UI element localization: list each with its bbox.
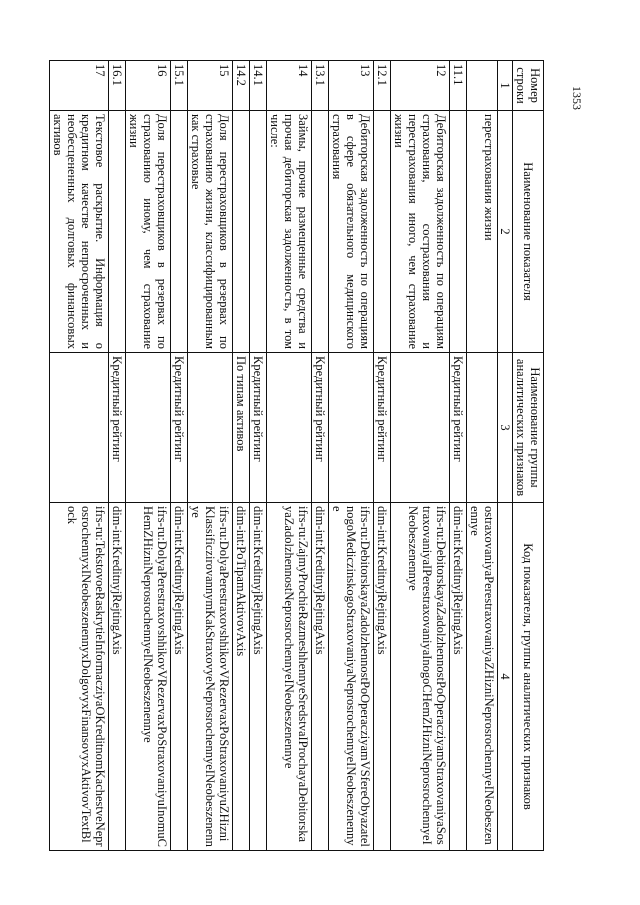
row-number-cell: 16.1 bbox=[109, 61, 126, 111]
row-number-cell: 12 bbox=[391, 61, 450, 111]
indicator-name-cell: Займы, прочие размещенные средства и прочая дебиторская задолженность, в том числе: bbox=[267, 111, 312, 353]
row-number-cell bbox=[467, 61, 498, 111]
code-cell: ifrs-ru:DolyaPerestraxovshhikovVRezervaxPoStraxovaniyuInomuCHemZHizniNeprosrochennyeINeobeszenennye bbox=[126, 503, 171, 851]
row-number-cell: 13 bbox=[329, 61, 374, 111]
table-row bbox=[188, 61, 233, 851]
header-code: Код показателя, группы аналитических признаков bbox=[513, 503, 544, 851]
row-number-cell: 14.2 bbox=[233, 61, 250, 111]
group-name-cell bbox=[329, 353, 374, 503]
group-name-cell: Кредитный рейтинг bbox=[450, 353, 467, 503]
table-row bbox=[329, 61, 374, 851]
group-name-cell bbox=[391, 353, 450, 503]
code-cell: ostraxovaniyaPerestraxovaniyaZHizniNeprosrochennyeINeobeszenennye bbox=[467, 503, 498, 851]
indicator-name-cell: перестрахования жизни bbox=[467, 111, 498, 353]
indicator-name-cell: Доля перестраховщиков в резервах по страхованию жизни, классифицированным как страховые bbox=[188, 111, 233, 353]
code-cell: ifrs-ru:TekstovoeRaskrytieInformacziyaOKreditnomKachestveNeprosrochennyxINeobeszenennyxDolgovyxFinansovyxAktivovTextBlock bbox=[50, 503, 109, 851]
group-name-cell bbox=[126, 353, 171, 503]
indicator-name-cell bbox=[312, 111, 329, 353]
indicator-name-cell bbox=[250, 111, 267, 353]
table-row bbox=[126, 61, 171, 851]
row-number-cell: 11.1 bbox=[450, 61, 467, 111]
table-row bbox=[267, 61, 312, 851]
code-cell: dim-int:PoTipamAktivovAxis bbox=[233, 503, 250, 851]
indicator-table bbox=[49, 60, 544, 851]
row-number-cell: 16 bbox=[126, 61, 171, 111]
row-number-cell: 17 bbox=[50, 61, 109, 111]
indicator-name-cell: Текстовое раскрытие. Информация о кредитном качестве непросроченных и необесцененных долговых финансовых активов bbox=[50, 111, 109, 353]
header-row bbox=[513, 61, 544, 851]
table-row bbox=[450, 61, 467, 851]
group-name-cell bbox=[188, 353, 233, 503]
header-row-number: Номер строки bbox=[513, 61, 544, 111]
table-row bbox=[250, 61, 267, 851]
row-number-cell: 15.1 bbox=[171, 61, 188, 111]
group-name-cell bbox=[267, 353, 312, 503]
group-name-cell bbox=[50, 353, 109, 503]
header-group-name: Наименование группы аналитических признаков bbox=[513, 353, 544, 503]
code-cell: ifrs-ru:DebitorskayaZadolzhennostPoOperacziyamVSfereObyazatelnogoMediczinskogoStraxovaniyaNeprosrochennyeINeobeszenennye bbox=[329, 503, 374, 851]
group-name-cell: Кредитный рейтинг bbox=[109, 353, 126, 503]
code-cell: dim-int:KreditnyjRejtingAxis bbox=[312, 503, 329, 851]
group-name-cell: Кредитный рейтинг bbox=[312, 353, 329, 503]
code-cell: dim-int:KreditnyjRejtingAxis bbox=[109, 503, 126, 851]
indicator-name-cell bbox=[109, 111, 126, 353]
group-name-cell bbox=[467, 353, 498, 503]
column-number: 4 bbox=[498, 503, 513, 851]
indicator-name-cell: Дебиторская задолженность по операциям в сфере обязательного медицинского страхования bbox=[329, 111, 374, 353]
row-number-cell: 12.1 bbox=[374, 61, 391, 111]
column-number: 2 bbox=[498, 111, 513, 353]
group-name-cell: Кредитный рейтинг bbox=[250, 353, 267, 503]
row-number-cell: 13.1 bbox=[312, 61, 329, 111]
row-number-cell: 14 bbox=[267, 61, 312, 111]
group-name-cell: По типам активов bbox=[233, 353, 250, 503]
table-row bbox=[109, 61, 126, 851]
code-cell: ifrs-ru:DebitorskayaZadolzhennostPoOperacziyamStraxovaniyaSostraxovaniyaIPerestraxovaniyaInogoCHemZHizniNeprosrochennyeINeobeszenennye bbox=[391, 503, 450, 851]
code-cell: ifrs-ru:DolyaPerestraxovshhikovVRezervaxPoStraxovaniyuZHizniKlassificzirovannymKakStraxovyeNeprosrochennyeINeobeszenennye bbox=[188, 503, 233, 851]
code-cell: dim-int:KreditnyjRejtingAxis bbox=[374, 503, 391, 851]
table-row bbox=[50, 61, 109, 851]
column-number: 3 bbox=[498, 353, 513, 503]
table-row bbox=[233, 61, 250, 851]
header-indicator-name: Наименование показателя bbox=[513, 111, 544, 353]
indicator-name-cell bbox=[374, 111, 391, 353]
indicator-name-cell: Доля перестраховщиков в резервах по страхованию иному, чем страхование жизни bbox=[126, 111, 171, 353]
indicator-name-cell bbox=[171, 111, 188, 353]
code-cell: dim-int:KreditnyjRejtingAxis bbox=[250, 503, 267, 851]
table-row bbox=[374, 61, 391, 851]
column-number: 1 bbox=[498, 61, 513, 111]
indicator-name-cell bbox=[450, 111, 467, 353]
indicator-name-cell: Дебиторская задолженность по операциям страхования, сострахования и перестрахования иного, чем страхование жизни bbox=[391, 111, 450, 353]
column-numbers-row bbox=[498, 61, 513, 851]
table-header bbox=[498, 61, 544, 851]
table-row bbox=[171, 61, 188, 851]
page-number: 1353 bbox=[570, 86, 584, 110]
row-number-cell: 14.1 bbox=[250, 61, 267, 111]
table-body bbox=[50, 61, 498, 851]
code-cell: dim-int:KreditnyjRejtingAxis bbox=[450, 503, 467, 851]
table-row bbox=[391, 61, 450, 851]
group-name-cell: Кредитный рейтинг bbox=[374, 353, 391, 503]
group-name-cell: Кредитный рейтинг bbox=[171, 353, 188, 503]
row-number-cell: 15 bbox=[188, 61, 233, 111]
table-row bbox=[467, 61, 498, 851]
table-row bbox=[312, 61, 329, 851]
code-cell: ifrs-ru:ZajmyProchieRazmeshhennyeSredstvaIProchayaDebitorskayaZadolzhennostNeprosrochennyeINeobeszenennye bbox=[267, 503, 312, 851]
indicator-name-cell bbox=[233, 111, 250, 353]
code-cell: dim-int:KreditnyjRejtingAxis bbox=[171, 503, 188, 851]
